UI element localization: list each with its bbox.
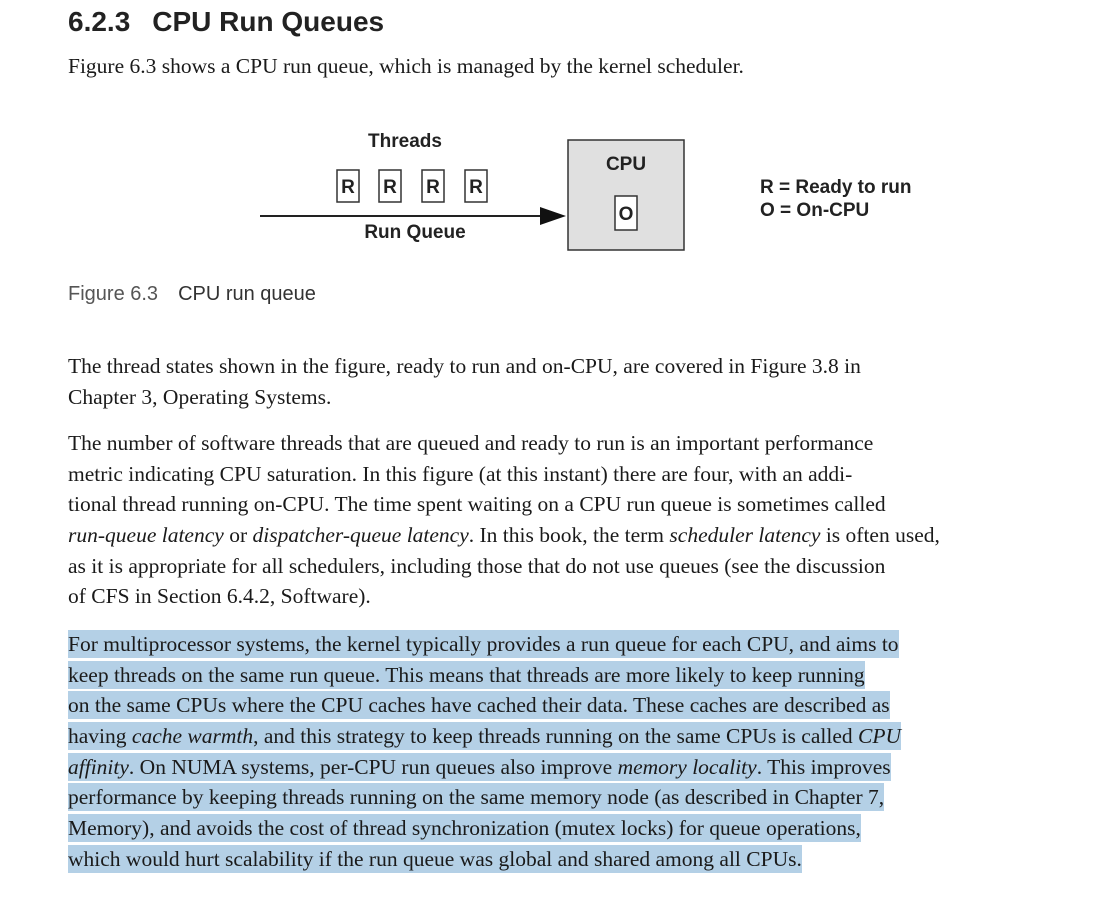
text-segment: keep threads on the same run queue. This means that threads are more likely to keep running: [68, 662, 865, 687]
legend-ready: R = Ready to run: [760, 177, 912, 198]
body-paragraph: [68, 351, 861, 412]
thread-box: [337, 170, 359, 202]
cpu-run-queue-figure: [250, 120, 950, 260]
thread-box: [465, 170, 487, 202]
line-text: [68, 431, 873, 455]
section-title: CPU Run Queues: [152, 6, 385, 37]
text-line: [68, 629, 901, 660]
selection-highlight: [68, 845, 802, 873]
emphasis-text: affinity: [68, 754, 129, 779]
text-line: [68, 459, 940, 490]
text-segment: The number of software threads that are queued and ready to run is an important performance: [68, 431, 874, 455]
emphasis-text: scheduler latency: [669, 523, 821, 548]
text-line: [68, 520, 940, 551]
line-text: [68, 584, 371, 608]
text-segment: Memory), and avoids the cost of thread synchronization (mutex locks) for queue operations,: [68, 816, 861, 841]
body-paragraph: [68, 428, 940, 612]
emphasis-text: cache warmth: [131, 724, 254, 749]
text-segment: or: [223, 523, 253, 548]
text-segment: , and this strategy to keep threads running on the same CPUs is called: [253, 724, 858, 749]
thread-box: [422, 170, 444, 202]
legend-on-cpu: O = On-CPU: [760, 200, 870, 221]
emphasis-text: dispatcher-queue latency: [252, 523, 469, 548]
text-line: [68, 844, 901, 875]
run-queue-label: Run Queue: [364, 222, 466, 243]
selected-paragraph[interactable]: [68, 629, 901, 875]
text-line: [68, 721, 901, 752]
thread-state: R: [426, 177, 440, 198]
text-segment: on the same CPUs where the CPU caches have cached their data. These caches are described as: [68, 693, 890, 718]
thread-state: R: [341, 177, 355, 198]
text-line: [68, 489, 940, 520]
text-segment: as it is appropriate for all schedulers, including those that do not use queues (see the discussion: [68, 553, 886, 578]
selection-highlight: [68, 630, 899, 658]
text-line: [68, 382, 861, 413]
arrow-head-icon: [540, 207, 566, 225]
figure-number: Figure 6.3: [68, 283, 159, 305]
figure-caption: [68, 283, 316, 306]
threads-label: Threads: [368, 131, 442, 152]
thread-state: R: [383, 177, 397, 198]
line-text: [68, 492, 886, 516]
text-segment: For multiprocessor systems, the kernel typically provides a run queue for each CPU, and aims to: [68, 632, 899, 656]
text-segment: of CFS in Section 6.4.2, Software).: [68, 584, 371, 609]
text-line: [68, 551, 940, 582]
text-segment: metric indicating CPU saturation. In this figure (at this instant) there are four, with an addi-: [68, 461, 853, 486]
selection-highlight: [68, 814, 861, 842]
text-segment: tional thread running on-CPU. The time spent waiting on a CPU run queue is sometimes called: [68, 492, 886, 517]
emphasis-text: memory locality: [617, 754, 757, 779]
cpu-label: CPU: [605, 154, 647, 175]
selection-highlight: [68, 753, 891, 781]
figure-caption-text: CPU run queue: [178, 283, 316, 305]
text-segment: performance by keeping threads running on the same memory node (as described in Chapter 7,: [68, 785, 885, 810]
text-segment: . This improves: [756, 754, 891, 779]
text-segment: . On NUMA systems, per-CPU run queues also improve: [128, 754, 618, 779]
text-segment: which would hurt scalability if the run queue was global and shared among all CPUs.: [68, 846, 802, 871]
text-line: [68, 428, 940, 459]
selection-highlight: [68, 783, 884, 811]
text-line: [68, 813, 901, 844]
text-line: [68, 660, 901, 691]
text-line: [68, 690, 901, 721]
line-text: [68, 385, 331, 409]
intro-paragraph: Figure 6.3 shows a CPU run queue, which is managed by the kernel scheduler.: [68, 54, 744, 78]
text-line: [68, 581, 940, 612]
text-segment: . In this book, the term: [468, 523, 670, 548]
line-text: [68, 462, 852, 486]
text-segment: having: [68, 724, 132, 749]
section-number: 6.2.3: [68, 6, 131, 37]
selection-highlight: [68, 661, 865, 689]
line-text: [68, 354, 861, 378]
selection-highlight: [68, 691, 890, 719]
text-segment: is often used,: [820, 523, 940, 548]
on-cpu-state: O: [618, 204, 634, 225]
selection-highlight: [68, 722, 901, 750]
emphasis-text: CPU: [858, 724, 901, 749]
thread-box: [379, 170, 401, 202]
line-text: [68, 523, 940, 547]
emphasis-text: run-queue latency: [68, 523, 224, 548]
thread-state: R: [469, 177, 483, 198]
text-line: [68, 351, 861, 382]
text-segment: Chapter 3, Operating Systems.: [68, 384, 332, 409]
text-line: [68, 782, 901, 813]
text-line: [68, 752, 901, 783]
text-segment: The thread states shown in the figure, ready to run and on-CPU, are covered in Figure 3.8 in: [68, 354, 861, 378]
line-text: [68, 554, 885, 578]
section-heading: [68, 6, 384, 38]
